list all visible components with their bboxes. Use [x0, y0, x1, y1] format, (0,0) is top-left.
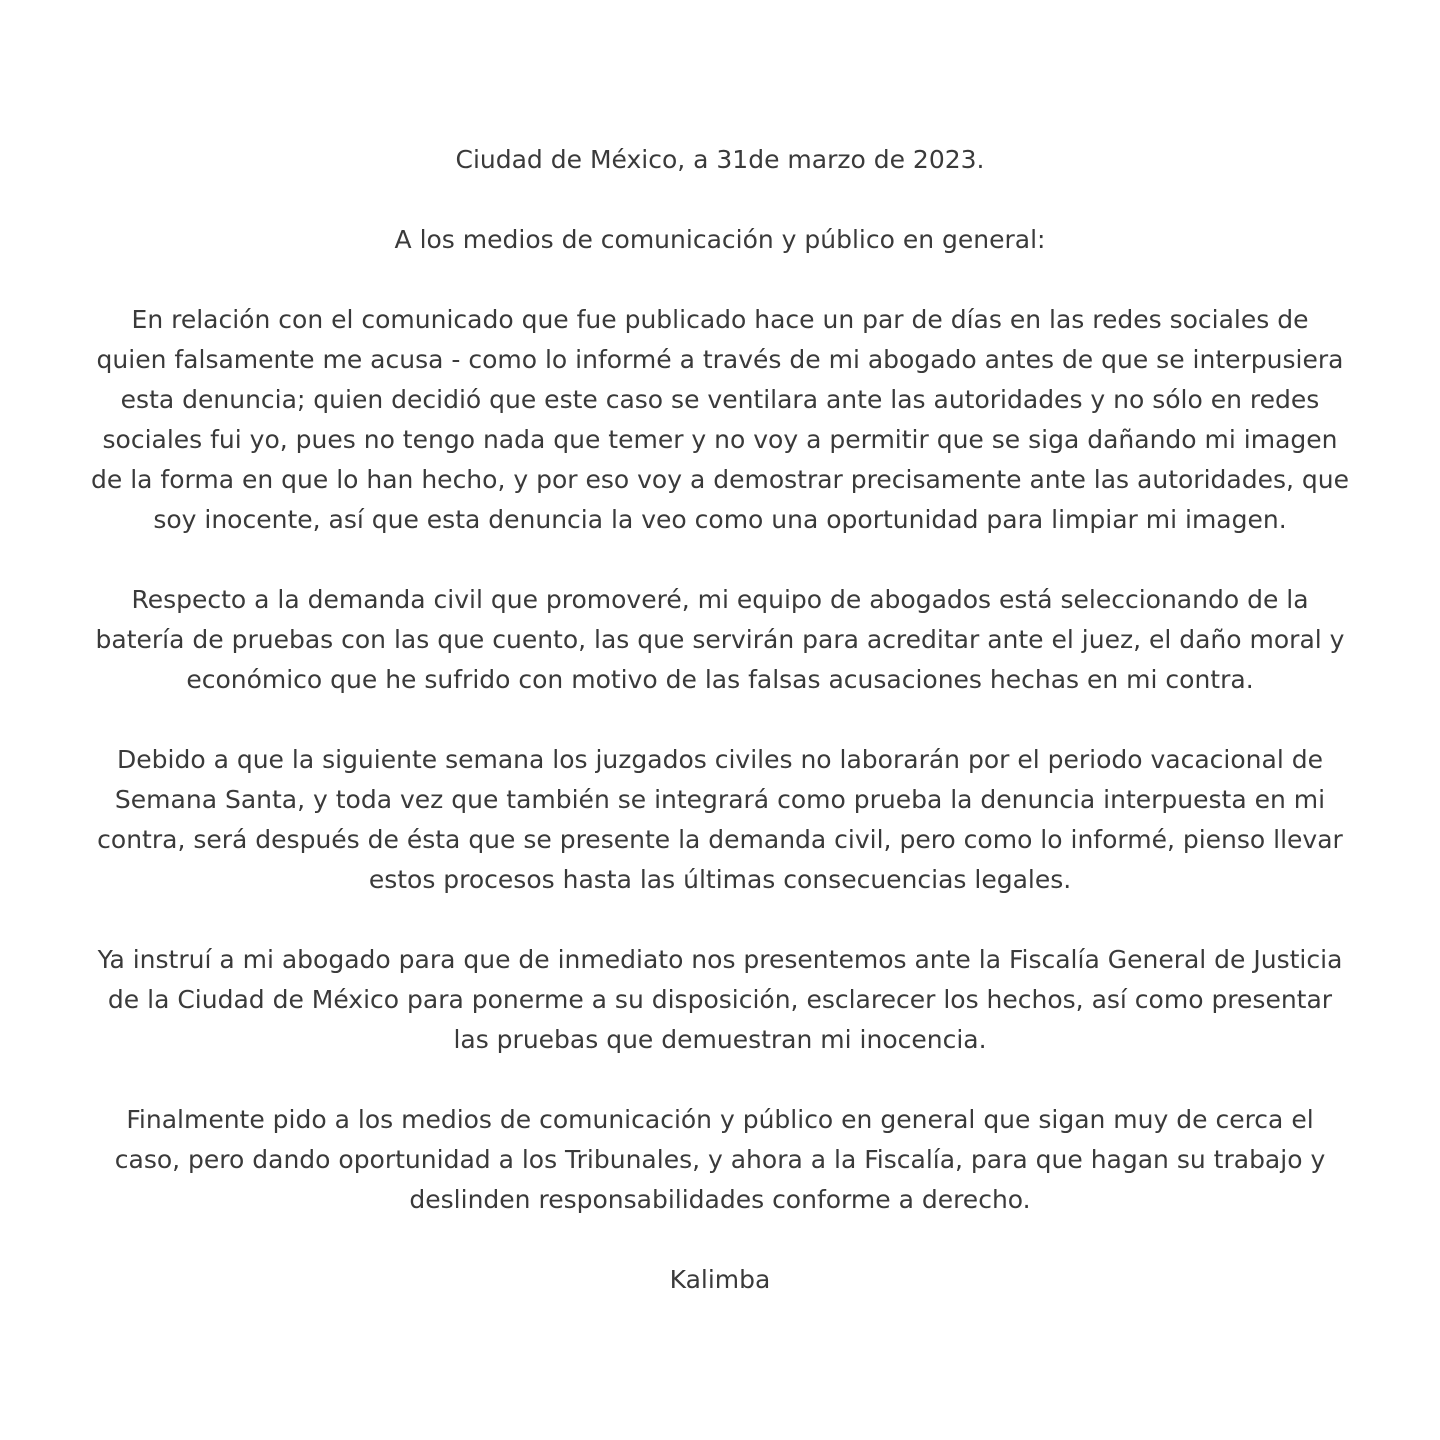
spacer [32, 700, 1408, 740]
paragraph-line: batería de pruebas con las que cuento, las que servirán para acreditar ante el juez, el daño moral y [95, 625, 1345, 654]
paragraph-line: las pruebas que demuestran mi inocencia. [453, 1025, 987, 1054]
spacer [32, 260, 1408, 300]
salutation: A los medios de comunicación y público en general: [394, 225, 1046, 254]
date-line: Ciudad de México, a 31de marzo de 2023. [455, 145, 985, 174]
spacer [32, 900, 1408, 940]
paragraph-3 [32, 740, 1408, 900]
paragraph-line: caso, pero dando oportunidad a los Tribunales, y ahora a la Fiscalía, para que hagan su trabajo y [114, 1145, 1326, 1174]
paragraph-line: económico que he sufrido con motivo de las falsas acusaciones hechas en mi contra. [186, 665, 1254, 694]
paragraph-line: de la Ciudad de México para ponerme a su disposición, esclarecer los hechos, así como presentar [107, 985, 1333, 1014]
paragraph-line: Respecto a la demanda civil que promoveré, mi equipo de abogados está seleccionando de la [131, 585, 1309, 614]
signature: Kalimba [669, 1265, 771, 1294]
paragraph-1 [32, 300, 1408, 540]
paragraph-line: Semana Santa, y toda vez que también se integrará como prueba la denuncia interpuesta en mi [114, 785, 1326, 814]
spacer [32, 1060, 1408, 1100]
paragraph-line: sociales fui yo, pues no tengo nada que temer y no voy a permitir que se siga dañando mi imagen [102, 425, 1338, 454]
paragraph-2 [32, 580, 1408, 700]
paragraph-line: deslinden responsabilidades conforme a derecho. [409, 1185, 1031, 1214]
paragraph-line: soy inocente, así que esta denuncia la veo como una oportunidad para limpiar mi imagen. [153, 505, 1287, 534]
paragraph-line: En relación con el comunicado que fue publicado hace un par de días en las redes sociales de [131, 305, 1309, 334]
paragraph-line: Ya instruí a mi abogado para que de inmediato nos presentemos ante la Fiscalía General de Justicia [97, 945, 1343, 974]
paragraph-line: estos procesos hasta las últimas consecuencias legales. [368, 865, 1072, 894]
paragraph-line: de la forma en que lo han hecho, y por eso voy a demostrar precisamente ante las autoridades, que [91, 465, 1349, 494]
paragraph-line: esta denuncia; quien decidió que este caso se ventilara ante las autoridades y no sólo en redes [120, 385, 1320, 414]
paragraph-line: Debido a que la siguiente semana los juzgados civiles no laborarán por el periodo vacacional de [117, 745, 1323, 774]
spacer [32, 540, 1408, 580]
paragraph-5 [32, 1100, 1408, 1220]
paragraph-line: quien falsamente me acusa - como lo informé a través de mi abogado antes de que se interpusiera [96, 345, 1344, 374]
statement-document [0, 140, 1440, 1300]
paragraph-line: contra, será después de ésta que se presente la demanda civil, pero como lo informé, pienso llevar [97, 825, 1343, 854]
paragraph-line: Finalmente pido a los medios de comunicación y público en general que sigan muy de cerca el [126, 1105, 1314, 1134]
spacer [32, 1220, 1408, 1260]
spacer [32, 180, 1408, 220]
paragraph-4 [32, 940, 1408, 1060]
